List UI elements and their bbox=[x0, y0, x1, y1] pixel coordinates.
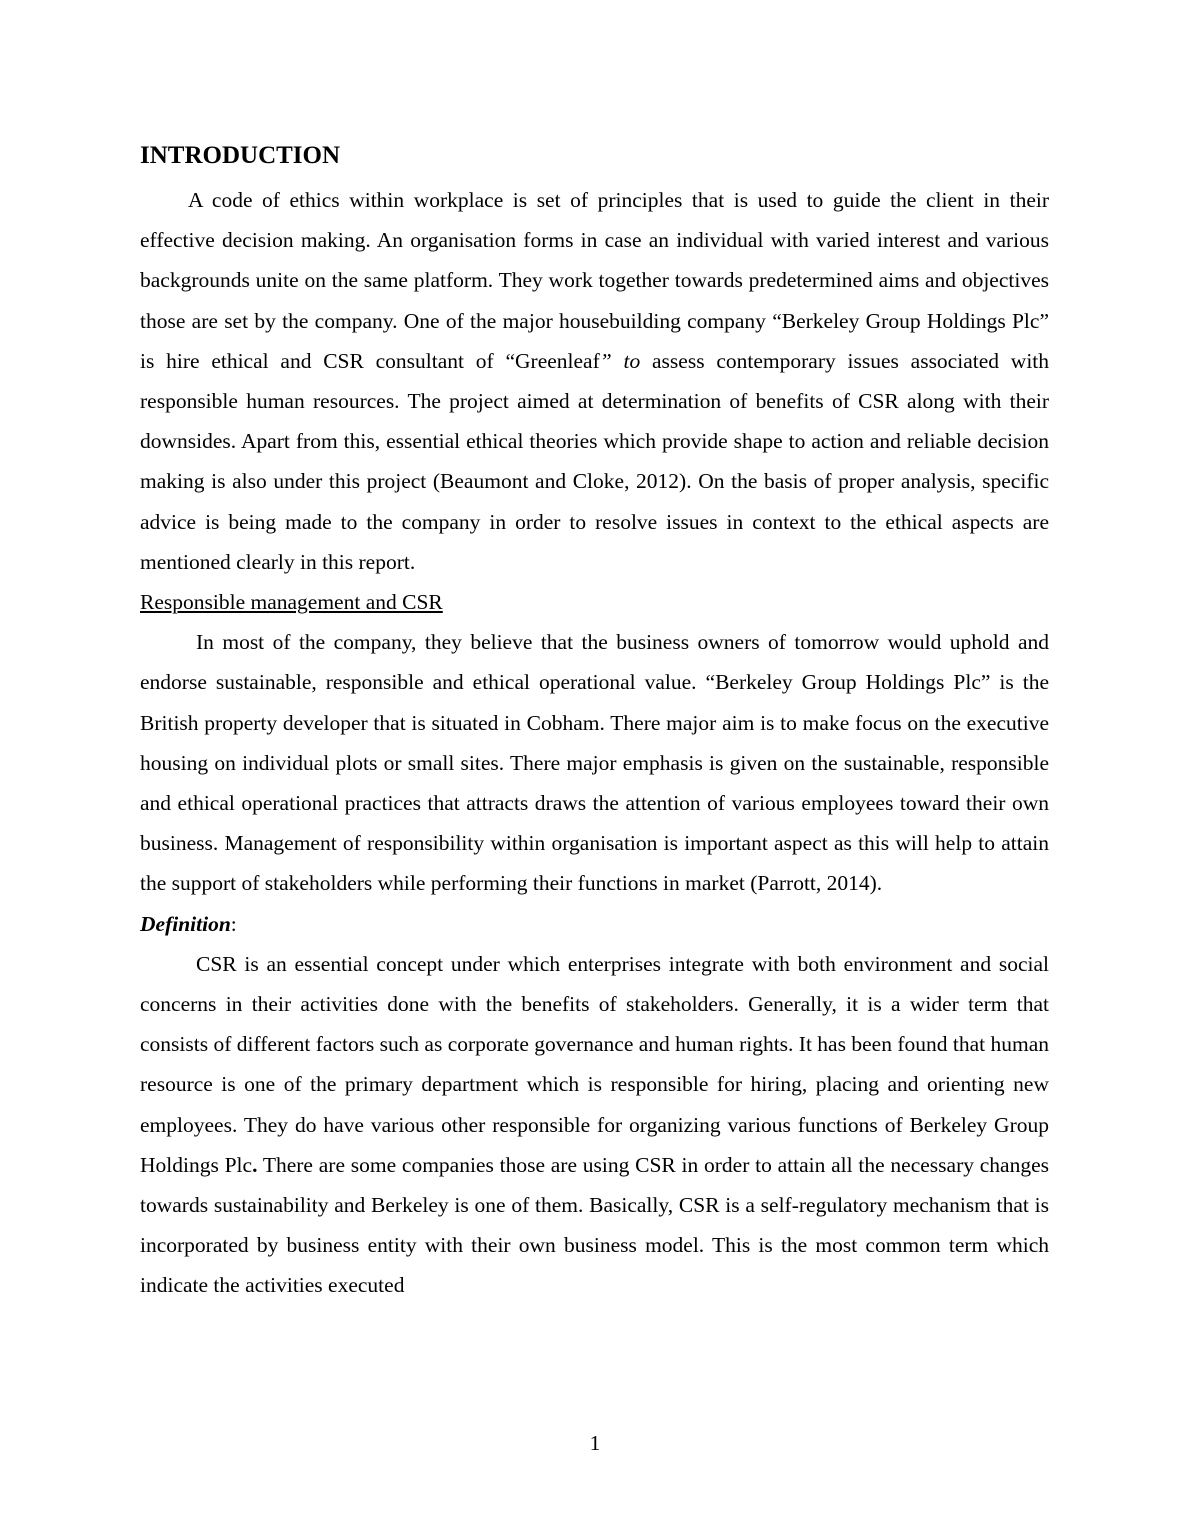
definition-paragraph bbox=[140, 944, 1049, 1306]
definition-label: Definition bbox=[140, 911, 231, 936]
responsible-management-paragraph: In most of the company, they believe that the business owners of tomorrow would uphold and endorse sustainable, responsible and ethical operational value. “Berkeley Group Holdings Plc” is the British property developer that is situated in Cobham. There major aim is to make focus on the executive housing on individual plots or small sites. There major emphasis is given on the sustainable, responsible and ethical operational practices that attracts draws the attention of various employees toward their own business. Management of responsibility within organisation is important aspect as this will help to attain the support of stakeholders while performing their functions in market (Parrott, 2014). bbox=[140, 630, 1049, 896]
definition-label-line bbox=[140, 904, 1049, 944]
intro-text-part1: A code of ethics within workplace is set of principles that is used to guide the client in their effective decision making. An organisation forms in case an individual with varied interest and various backgrounds unite on the same platform. They work together towards predetermined aims and objectives those are set by the company. One of the major housebuilding company “Berkeley Group Holdings Plc” is hire ethical and CSR consultant of “Greenleaf bbox=[140, 188, 1049, 373]
intro-text-part2: assess contemporary issues associated with responsible human resources. The project aimed at determination of benefits of CSR along with their downsides. Apart from this, essential ethical theories which provide shape to action and reliable decision making is also under this project (Beaumont and Cloke, 2012). On the basis of proper analysis, specific advice is being made to the company in order to resolve issues in context to the ethical aspects are mentioned clearly in this report. bbox=[140, 348, 1050, 574]
definition-colon: : bbox=[230, 911, 237, 936]
definition-text-part1: CSR is an essential concept under which enterprises integrate with both environment and social concerns in their activities done with the benefits of stakeholders. Generally, it is a wider term that consists of different factors such as corporate governance and human rights. It has been found that human resource is one of the primary department which is responsible for hiring, placing and orienting new employees. They do have various other responsible for organizing various functions of Berkeley Group Holdings Plc bbox=[140, 951, 1049, 1177]
definition-bold-period: . bbox=[252, 1152, 258, 1177]
intro-italic-text: ” to bbox=[599, 348, 641, 373]
intro-paragraph bbox=[140, 180, 1049, 582]
subheading-responsible-management: Responsible management and CSR bbox=[140, 590, 443, 615]
definition-text-part2: There are some companies those are using CSR in order to attain all the necessary changes towards sustainability and Berkeley is one of them. Basically, CSR is a self-regulatory mechanism that is incorporated by business entity with their own business model. This is the most common term which indicate the activities executed bbox=[140, 1152, 1049, 1298]
section-heading-introduction: INTRODUCTION bbox=[140, 142, 341, 169]
page-number: 1 bbox=[589, 1431, 601, 1455]
document-page bbox=[140, 138, 1049, 1306]
